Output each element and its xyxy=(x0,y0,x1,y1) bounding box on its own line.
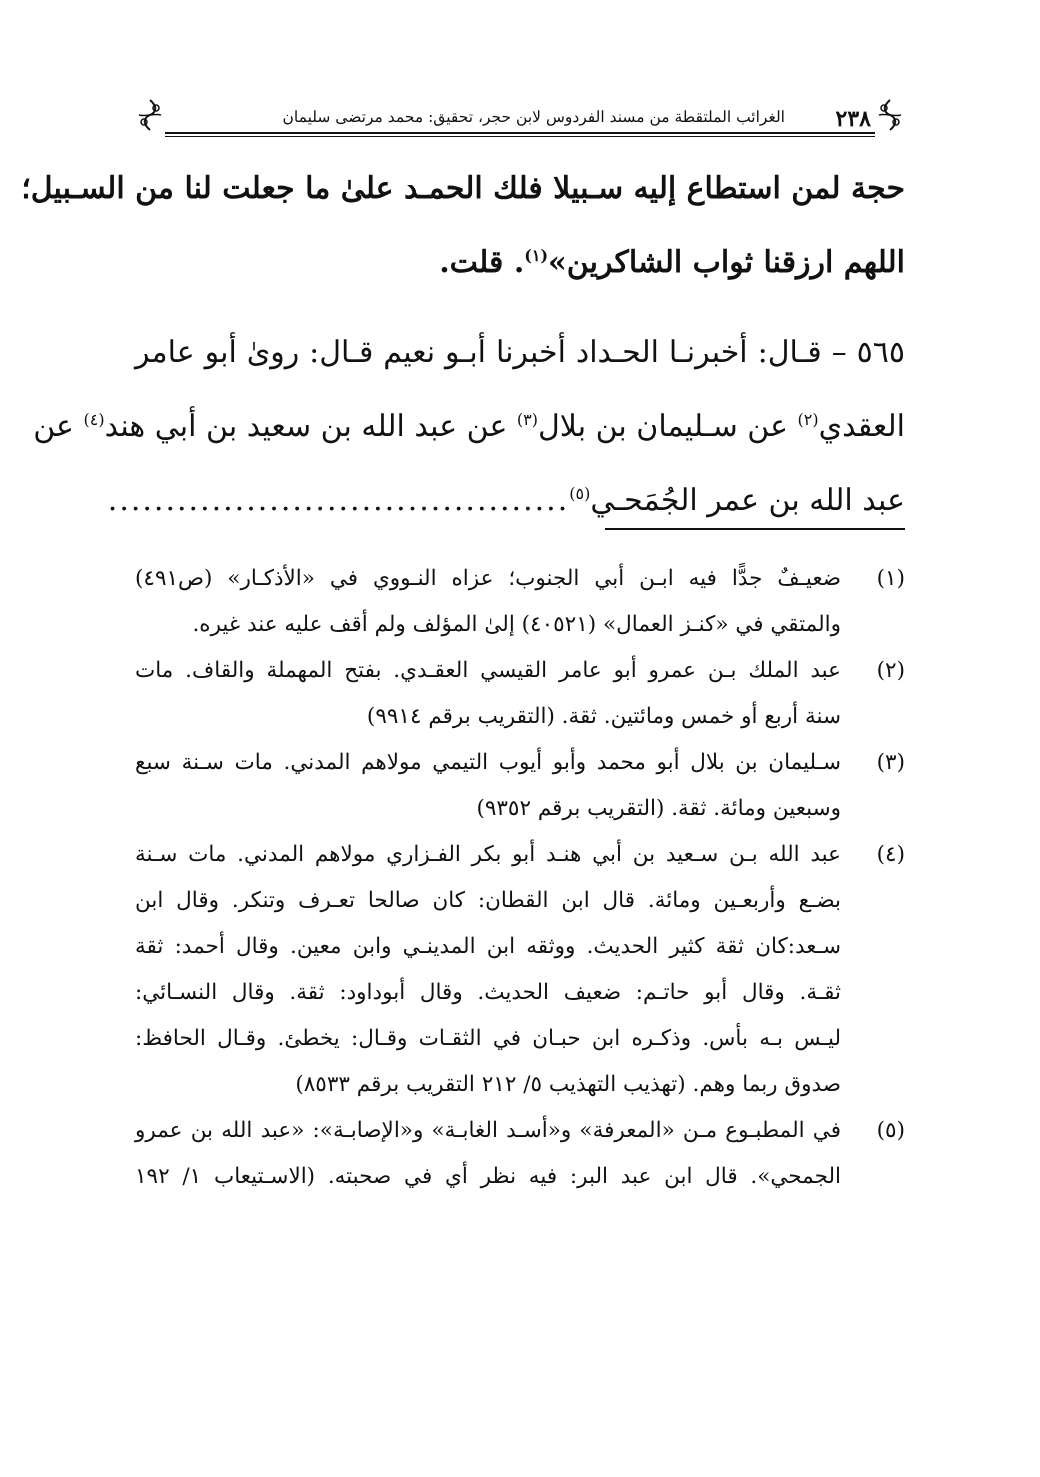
header-rule-thin xyxy=(165,136,875,137)
footnote-line: في المطبـوع مـن «المعرفة» و«أسـد الغابـة» و«الإصابـة»: «عبد الله بن عمرو xyxy=(135,1118,841,1143)
page-header xyxy=(135,92,905,140)
text-line: اللهم ارزقنا ثواب الشاكرين»$^{(١)}$. قلت. xyxy=(439,245,905,280)
footnote-5 xyxy=(135,1108,905,1200)
footnote-number: (٢) xyxy=(876,658,905,683)
footnote-ref: (١) xyxy=(524,246,549,265)
main-text xyxy=(21,152,905,538)
footnote-line: سـعد:كان ثقة كثير الحديث. ووثقه ابن المدينـي وابن معين. وقال أحمد: ثقة xyxy=(135,934,841,959)
footnote-line: ضعيـفٌ جدًّا فيه ابـن أبي الجنوب؛ عزاه النـووي في «الأذكـار» (ص٤٩١) xyxy=(135,566,841,591)
footnote-line: بضـع وأربعـين ومائة. قال ابن القطان: كان صالحا تعـرف وتنكر. وقال ابن xyxy=(135,888,841,913)
footnote-ref: (٤) xyxy=(83,410,105,429)
footnote-line: والمتقي في «كنـز العمال» (٤٠٥٢١) إلىٰ المؤلف ولم أقف عليه عند غيره. xyxy=(192,612,841,637)
footnote-1 xyxy=(135,556,905,648)
footnote-line: صدوق ربما وهم. (تهذيب التهذيب ٥/ ٢١٢ التقريب برقم ٨٥٣٣) xyxy=(295,1072,841,1097)
floral-ornament-icon xyxy=(135,98,165,132)
text-line: العقدي$^{(٢)}$ عن سـليمان بن بلال$^{(٣)}$ عن عبد الله بن سعيد بن أبي هند$^{(٤)}$ عن xyxy=(33,409,905,444)
footnote-line: عبد الملك بـن عمرو أبو عامر القيسي العقـدي. بفتح المهملة والقاف. مات xyxy=(135,658,841,683)
footnote-number: (٥) xyxy=(876,1118,905,1143)
footnote-ref: (٣) xyxy=(516,410,538,429)
text-line: عبد الله بن عمر الجُمَحـي$^{(٥)}$........................................ xyxy=(135,464,905,538)
footnote-number: (٤) xyxy=(876,842,905,867)
hadith-number-line: ٥٦٥ – قـال: أخبرنـا الحـداد أخبرنا أبـو نعيم قـال: روىٰ أبو عامر xyxy=(135,335,905,370)
footnote-3 xyxy=(135,740,905,832)
footnote-line: الجمحي». قال ابن عبد البر: فيه نظر أي في صحبته. (الاسـتيعاب ١/ ١٩٢ xyxy=(135,1164,841,1189)
footnote-line: وسبعين ومائة. ثقة. (التقريب برقم ٩٣٥٢) xyxy=(476,796,841,821)
text-line: حجة لمن استطاع إليه سـبيلا فلك الحمـد علىٰ ما جعلت لنا من السـبيل؛ xyxy=(21,171,905,206)
footnote-separator xyxy=(605,528,905,530)
footnote-ref: (٥) xyxy=(569,484,591,503)
footnote-number: (١) xyxy=(876,566,905,591)
floral-ornament-icon xyxy=(875,98,905,132)
footnote-line: ثقـة. وقال أبو حاتـم: ضعيف الحديث. وقال أبوداود: ثقة. وقال النسـائي: xyxy=(135,980,841,1005)
running-title: الغرائب الملتقطة من مسند الفردوس لابن حجر، تحقيق: محمد مرتضى سليمان xyxy=(282,108,785,126)
footnote-line: سـليمان بن بلال أبو محمد وأبو أيوب التيمي مولاهم المدني. مات سـنة سبع xyxy=(135,750,841,775)
footnotes xyxy=(135,556,905,1200)
footnote-number: (٣) xyxy=(876,750,905,775)
footnote-line: عبد الله بـن سـعيد بن أبي هنـد أبو بكر الفـزاري مولاهم المدني. مات سـنة xyxy=(135,842,841,867)
footnote-line: ليـس بـه بأس. وذكـره ابن حبـان في الثقـات وقـال: يخطئ. وقـال الحافظ: xyxy=(135,1026,841,1051)
footnote-4 xyxy=(135,832,905,1108)
page-number: ٢٣٨ xyxy=(835,106,871,132)
footnote-line: سنة أربع أو خمس ومائتين. ثقة. (التقريب برقم ٩٩١٤) xyxy=(366,704,841,729)
footnote-2 xyxy=(135,648,905,740)
header-rule xyxy=(165,132,875,134)
ellipsis-dots: ........................................ xyxy=(107,483,570,518)
footnote-ref: (٢) xyxy=(797,410,819,429)
